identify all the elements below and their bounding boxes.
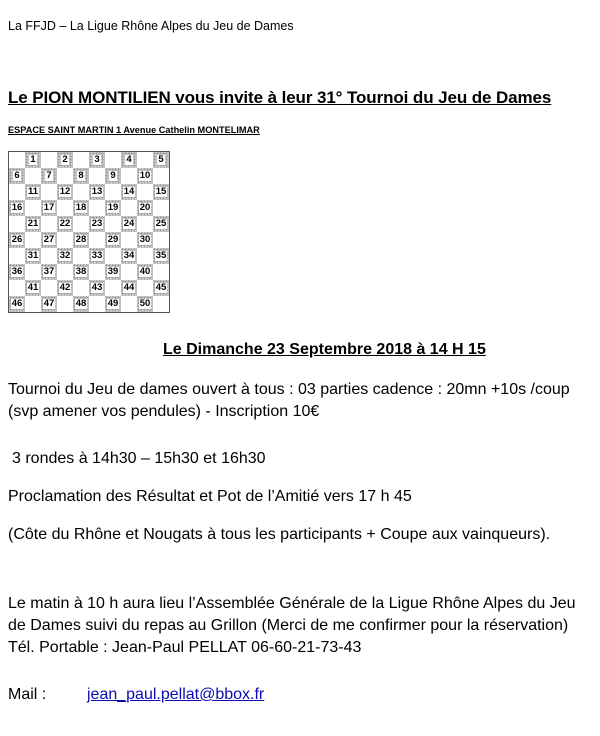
- square-number: 43: [91, 282, 103, 293]
- board-square-numbered: [25, 216, 41, 232]
- board-square: [137, 184, 153, 200]
- board-square: [121, 200, 137, 216]
- board-square-numbered: [105, 296, 121, 312]
- board-square: [153, 200, 169, 216]
- prizes-note: (Côte du Rhône et Nougats à tous les participants + Coupe aux vainqueurs).: [8, 526, 551, 543]
- board-square-numbered: [57, 280, 73, 296]
- square-number: 24: [123, 218, 135, 229]
- board-square: [105, 280, 121, 296]
- square-number: 21: [27, 218, 39, 229]
- square-number: 2: [62, 154, 68, 165]
- square-number: 5: [158, 154, 164, 165]
- board-square: [57, 200, 73, 216]
- board-square-numbered: [57, 248, 73, 264]
- square-number: 32: [59, 250, 71, 261]
- square-number: 10: [139, 170, 151, 181]
- square-number: 13: [91, 186, 103, 197]
- board-square: [9, 152, 25, 168]
- board-square-numbered: [25, 184, 41, 200]
- board-square: [121, 232, 137, 248]
- board-square: [73, 152, 89, 168]
- square-number: 45: [155, 282, 167, 293]
- board-square-numbered: [57, 184, 73, 200]
- board-square: [137, 248, 153, 264]
- board-square: [73, 248, 89, 264]
- board-square-numbered: [137, 200, 153, 216]
- board-square-numbered: [73, 200, 89, 216]
- board-square: [41, 152, 57, 168]
- board-square: [25, 232, 41, 248]
- square-number: 12: [59, 186, 71, 197]
- board-square-numbered: [41, 168, 57, 184]
- square-number: 3: [94, 154, 100, 165]
- board-square-numbered: [89, 184, 105, 200]
- board-square-numbered: [121, 152, 137, 168]
- square-number: 46: [11, 298, 23, 309]
- organization-line: La FFJD – La Ligue Rhône Alpes du Jeu de Dames: [8, 19, 294, 33]
- board-square: [89, 296, 105, 312]
- square-number: 20: [139, 202, 151, 213]
- board-square: [25, 168, 41, 184]
- venue-address: ESPACE SAINT MARTIN 1 Avenue Cathelin MONTELIMAR: [8, 125, 260, 135]
- square-number: 26: [11, 234, 23, 245]
- square-number: 41: [27, 282, 39, 293]
- board-square: [41, 216, 57, 232]
- square-number: 15: [155, 186, 167, 197]
- board-square-numbered: [105, 232, 121, 248]
- board-square: [105, 248, 121, 264]
- board-square: [73, 280, 89, 296]
- square-number: 28: [75, 234, 87, 245]
- board-square: [89, 264, 105, 280]
- square-number: 9: [110, 170, 116, 181]
- square-number: 18: [75, 202, 87, 213]
- board-square: [9, 184, 25, 200]
- square-number: 16: [11, 202, 23, 213]
- board-square-numbered: [89, 216, 105, 232]
- board-square: [9, 216, 25, 232]
- board-square-numbered: [137, 232, 153, 248]
- square-number: 34: [123, 250, 135, 261]
- board-square-numbered: [137, 264, 153, 280]
- square-number: 8: [78, 170, 84, 181]
- board-square: [153, 168, 169, 184]
- board-square: [121, 168, 137, 184]
- square-number: 33: [91, 250, 103, 261]
- square-number: 11: [27, 186, 39, 197]
- board-square-numbered: [89, 280, 105, 296]
- board-square: [137, 280, 153, 296]
- board-square: [137, 152, 153, 168]
- square-number: 30: [139, 234, 151, 245]
- email-link[interactable]: jean_paul.pellat@bbox.fr: [87, 686, 265, 703]
- board-square: [25, 200, 41, 216]
- board-square-numbered: [153, 216, 169, 232]
- board-square-numbered: [25, 152, 41, 168]
- square-number: 42: [59, 282, 71, 293]
- board-square-numbered: [41, 200, 57, 216]
- board-square: [57, 296, 73, 312]
- square-number: 37: [43, 266, 55, 277]
- board-square: [73, 216, 89, 232]
- square-number: 50: [139, 298, 151, 309]
- board-square: [89, 200, 105, 216]
- square-number: 35: [155, 250, 167, 261]
- board-square: [25, 296, 41, 312]
- board-square: [9, 280, 25, 296]
- board-square-numbered: [153, 152, 169, 168]
- board-square-numbered: [73, 168, 89, 184]
- board-square: [25, 264, 41, 280]
- square-number: 1: [30, 154, 36, 165]
- event-date: Le Dimanche 23 Septembre 2018 à 14 H 15: [163, 341, 486, 358]
- board-square: [9, 248, 25, 264]
- square-number: 6: [14, 170, 20, 181]
- board-square-numbered: [121, 184, 137, 200]
- square-number: 39: [107, 266, 119, 277]
- square-number: 44: [123, 282, 135, 293]
- square-number: 19: [107, 202, 119, 213]
- board-square: [89, 168, 105, 184]
- square-number: 17: [43, 202, 55, 213]
- board-square: [105, 184, 121, 200]
- board-square-numbered: [57, 216, 73, 232]
- board-square-numbered: [153, 184, 169, 200]
- square-number: 25: [155, 218, 167, 229]
- board-square-numbered: [105, 264, 121, 280]
- square-number: 48: [75, 298, 87, 309]
- board-square-numbered: [153, 248, 169, 264]
- board-square: [121, 296, 137, 312]
- board-square: [41, 248, 57, 264]
- general-assembly-note: Le matin à 10 h aura lieu l’Assemblée Générale de la Ligue Rhône Alpes du Jeu de Dames suivi du repas au Grillon (Merci de me confirmer pour la réservation) Tél. Portable : Jean-Paul PELLAT 06-60-21-73-43: [8, 595, 576, 656]
- board-square-numbered: [89, 152, 105, 168]
- board-square-numbered: [105, 168, 121, 184]
- board-square: [121, 264, 137, 280]
- board-square: [153, 296, 169, 312]
- board-square-numbered: [41, 232, 57, 248]
- board-square-numbered: [153, 280, 169, 296]
- proclamation-note: Proclamation des Résultat et Pot de l’Amitié vers 17 h 45: [8, 488, 412, 505]
- board-square: [105, 216, 121, 232]
- mail-label: Mail :: [8, 686, 47, 703]
- square-number: 47: [43, 298, 55, 309]
- board-square: [89, 232, 105, 248]
- board-square: [153, 264, 169, 280]
- board-square-numbered: [9, 168, 25, 184]
- board-square: [137, 216, 153, 232]
- square-number: 49: [107, 298, 119, 309]
- board-square: [57, 168, 73, 184]
- board-square-numbered: [9, 232, 25, 248]
- board-square-numbered: [9, 296, 25, 312]
- board-square-numbered: [137, 296, 153, 312]
- board-square-numbered: [73, 264, 89, 280]
- board-square-numbered: [41, 264, 57, 280]
- board-square-numbered: [121, 248, 137, 264]
- board-square-numbered: [105, 200, 121, 216]
- square-number: 36: [11, 266, 23, 277]
- board-square: [57, 232, 73, 248]
- board-square-numbered: [25, 248, 41, 264]
- board-square-numbered: [9, 200, 25, 216]
- board-square: [153, 232, 169, 248]
- square-number: 27: [43, 234, 55, 245]
- board-square-numbered: [73, 232, 89, 248]
- board-square-numbered: [121, 216, 137, 232]
- board-square-numbered: [41, 296, 57, 312]
- rounds-schedule: 3 rondes à 14h30 – 15h30 et 16h30: [12, 450, 266, 467]
- square-number: 14: [123, 186, 135, 197]
- square-number: 29: [107, 234, 119, 245]
- board-square: [73, 184, 89, 200]
- square-number: 4: [126, 154, 132, 165]
- board-square: [105, 152, 121, 168]
- square-number: 7: [46, 170, 52, 181]
- square-number: 31: [27, 250, 39, 261]
- checkers-board-diagram: [8, 151, 170, 313]
- page-title: Le PION MONTILIEN vous invite à leur 31° Tournoi du Jeu de Dames: [8, 88, 552, 107]
- board-square-numbered: [9, 264, 25, 280]
- board-square-numbered: [121, 280, 137, 296]
- square-number: 38: [75, 266, 87, 277]
- board-square-numbered: [89, 248, 105, 264]
- board-square-numbered: [73, 296, 89, 312]
- board-square: [41, 184, 57, 200]
- square-number: 23: [91, 218, 103, 229]
- board-square-numbered: [137, 168, 153, 184]
- board-square-numbered: [25, 280, 41, 296]
- square-number: 40: [139, 266, 151, 277]
- board-square-numbered: [57, 152, 73, 168]
- board-square: [57, 264, 73, 280]
- tournament-description: Tournoi du Jeu de dames ouvert à tous : 03 parties cadence : 20mn +10s /coup (svp amener vos pendules) - Inscription 10€: [8, 381, 570, 420]
- board-square: [41, 280, 57, 296]
- square-number: 22: [59, 218, 71, 229]
